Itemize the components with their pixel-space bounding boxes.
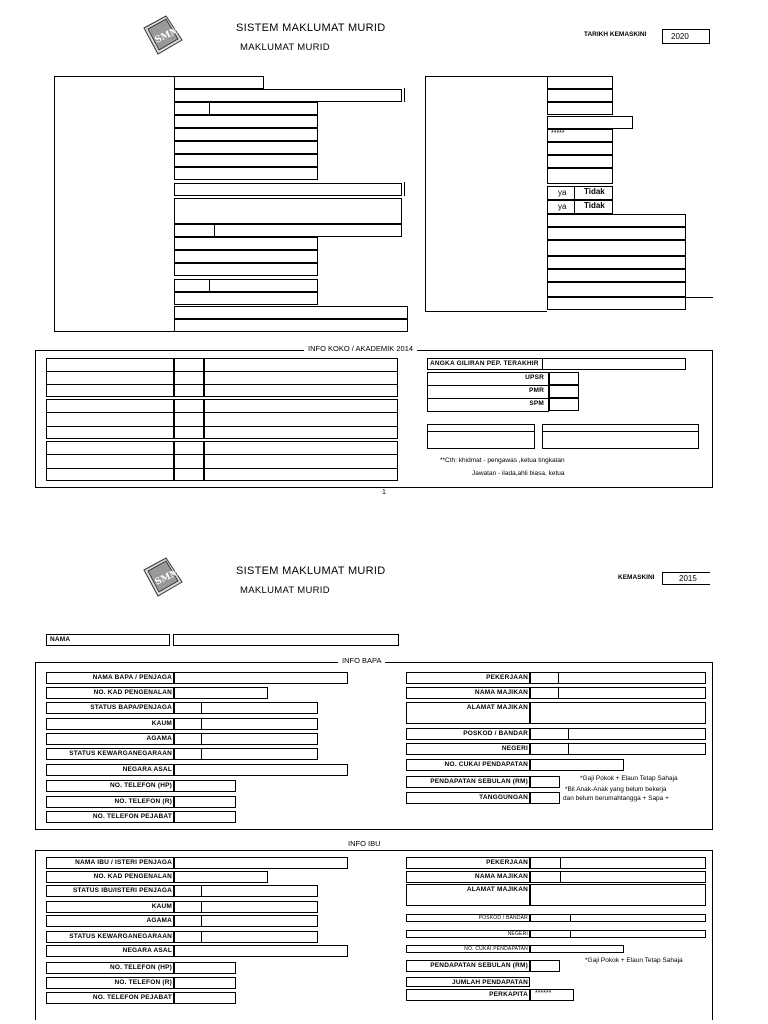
bapa-field-input[interactable] <box>530 702 706 724</box>
koko-label-group <box>46 358 174 397</box>
bapa-field-input[interactable] <box>174 687 268 699</box>
phone-field[interactable] <box>547 142 613 155</box>
ibu-field-input[interactable] <box>174 901 318 913</box>
bapa-field-label: NO. TELEFON (R) <box>114 798 172 805</box>
birth-cert-field[interactable] <box>547 89 613 102</box>
page-number: 1 <box>382 489 386 496</box>
extra-field-left[interactable] <box>427 424 535 449</box>
ibu-field-label: PERKAPITA <box>489 991 528 998</box>
angka-giliran-label: ANGKA GILIRAN PEP. TERAKHIR <box>430 360 539 367</box>
bapa-field-input[interactable] <box>174 718 318 730</box>
exam-label: PMR <box>528 387 544 394</box>
school-logo <box>140 14 184 58</box>
page-title: SISTEM MAKLUMAT MURID <box>236 22 386 34</box>
page-subtitle-2: MAKLUMAT MURID <box>240 585 330 596</box>
page-subtitle: MAKLUMAT MURID <box>240 42 330 53</box>
class-level-field[interactable] <box>174 102 318 115</box>
school-entry-field[interactable] <box>547 76 613 89</box>
ibu-note: *Gaji Pokok + Elaun Tetap Sahaja <box>585 957 683 964</box>
ibu-field-label: NO. TELEFON (R) <box>114 979 172 986</box>
ibu-field-input[interactable] <box>174 962 236 974</box>
school-logo-2 <box>140 556 184 600</box>
bapa-field-label: STATUS BAPA/PENJAGA <box>90 704 172 711</box>
ic-number-field[interactable] <box>174 76 264 89</box>
updated-label: TARIKH KEMASKINI <box>584 31 647 38</box>
ibu-field-label: NO. TELEFON PEJABAT <box>92 994 172 1001</box>
bapa-field-label: NO. CUKAI PENDAPATAN <box>444 761 528 768</box>
exam-label: SPM <box>529 400 544 407</box>
bapa-note-2: *Bil Anak-Anak yang belum bekerja <box>565 786 667 793</box>
updated-label-2: KEMASKINI <box>618 574 655 581</box>
citizenship-field[interactable] <box>174 167 318 180</box>
perkapita-field[interactable]: ****** <box>530 989 574 1001</box>
bapa-field-input[interactable] <box>174 748 318 760</box>
bapa-field-label: NAMA BAPA / PENJAGA <box>92 674 172 681</box>
ibu-field-label: NAMA IBU / ISTERI PENJAGA <box>75 859 172 866</box>
koko-label-group <box>46 399 174 439</box>
ibu-field-input[interactable] <box>174 885 318 897</box>
race-field[interactable] <box>174 141 318 154</box>
koko-note-2: Jawatan - ilada,ahli biasa, ketua <box>472 470 565 477</box>
ibu-field-label: KAUM <box>151 903 172 910</box>
ibu-field-label: POSKOD / BANDAR <box>478 915 528 921</box>
ibu-field-input[interactable] <box>530 857 706 869</box>
gender-field[interactable] <box>174 128 318 141</box>
ibu-field-label: NO. CUKAI PENDAPATAN <box>464 946 528 952</box>
ibu-field-label: NAMA MAJIKAN <box>474 873 528 880</box>
ibu-section-title: INFO IBU <box>344 839 385 848</box>
address-field[interactable] <box>174 198 402 224</box>
blood-type-field[interactable] <box>547 269 686 282</box>
koko-code-field[interactable] <box>174 441 204 481</box>
bapa-section-title: INFO BAPA <box>338 656 385 665</box>
koko-value-field[interactable] <box>204 399 398 439</box>
exam-value-field[interactable] <box>549 398 579 411</box>
bapa-field-input[interactable] <box>174 796 236 808</box>
ibu-field-label: PEKERJAAN <box>486 859 528 866</box>
bapa-note-1: *Gaji Pokok + Elaun Tetap Sahaja <box>580 775 678 782</box>
ibu-field-input[interactable] <box>174 915 318 927</box>
koko-section-title: INFO KOKO / AKADEMIK 2014 <box>304 344 417 353</box>
koko-value-field[interactable] <box>204 441 398 481</box>
ibu-field-input[interactable] <box>530 871 706 883</box>
bapa-field-label: PENDAPATAN SEBULAN (RM) <box>430 778 528 785</box>
updated-field-2[interactable]: 2015 <box>662 572 710 585</box>
extra-field-right[interactable] <box>542 424 699 449</box>
ibu-field-input[interactable] <box>530 945 624 953</box>
name-field[interactable] <box>174 89 402 102</box>
relationship-field[interactable] <box>174 263 318 276</box>
bapa-field-label: KAUM <box>151 720 172 727</box>
ibu-field-input[interactable] <box>530 914 706 922</box>
ibu-field-label: AGAMA <box>146 917 172 924</box>
murid-oku-field[interactable]: ***** <box>547 129 613 142</box>
bapa-field-input[interactable] <box>530 672 706 684</box>
ibu-field-input[interactable] <box>174 857 348 869</box>
bapa-field-input[interactable] <box>174 702 318 714</box>
hobby-field[interactable] <box>547 282 686 297</box>
koko-code-field[interactable] <box>174 399 204 439</box>
koko-note-1: **Cth: khidmat - pengawas ,ketua tingkatan <box>440 457 565 464</box>
bapa-field-label: STATUS KEWARGANEGARAAN <box>69 750 172 757</box>
bapa-field-label: NEGERI <box>501 745 528 752</box>
ambition-field[interactable] <box>547 297 686 310</box>
ibu-field-input[interactable] <box>174 945 348 957</box>
svg-text:SMM: SMM <box>153 25 182 46</box>
bapa-field-label: NO. TELEFON (HP) <box>109 782 172 789</box>
bapa-field-input[interactable] <box>530 792 560 804</box>
ibu-field-label: JUMLAH PENDAPATAN <box>452 979 528 986</box>
koko-label-group <box>46 441 174 481</box>
updated-field[interactable]: 2020 <box>662 29 710 44</box>
ibu-field-label: STATUS IBU/ISTERI PENJAGA <box>72 887 172 894</box>
bapa-note-3: dan belum berumahtangga + Sapa + <box>563 795 669 802</box>
ibu-field-input[interactable] <box>530 960 560 972</box>
exam-label: UPSR <box>525 374 544 381</box>
svg-text:SMM: SMM <box>153 567 182 588</box>
bapa-field-label: NO. KAD PENGENALAN <box>93 689 172 696</box>
ibu-field-input[interactable] <box>174 871 268 883</box>
birth-date-field[interactable] <box>547 102 613 115</box>
hostel-name-field[interactable] <box>174 306 408 319</box>
oku-category-field[interactable] <box>547 227 686 240</box>
hostel-address-field[interactable] <box>174 319 408 332</box>
bapa-field-label: ALAMAT MAJIKAN <box>466 704 528 711</box>
ibu-field-label: NEGARA ASAL <box>122 947 172 954</box>
bapa-field-label: PEKERJAAN <box>486 674 528 681</box>
transport-field[interactable] <box>547 256 686 269</box>
ibu-field-label: ALAMAT MAJIKAN <box>466 886 528 893</box>
bapa-field-input[interactable] <box>174 672 348 684</box>
bapa-field-input[interactable] <box>174 764 348 776</box>
bapa-field-label: NEGARA ASAL <box>122 766 172 773</box>
student-name-field[interactable] <box>173 634 399 646</box>
ibu-field-input[interactable] <box>174 977 236 989</box>
bapa-field-input[interactable] <box>530 743 706 755</box>
bapa-field-input[interactable] <box>530 759 624 771</box>
bapa-field-input[interactable] <box>174 780 236 792</box>
bapa-field-label: TANGGUNGAN <box>479 794 528 801</box>
student-form-left-frame <box>54 76 174 332</box>
state-field[interactable] <box>174 237 318 250</box>
ibu-field-label: NEGERI <box>507 931 528 937</box>
ibu-field-label: STATUS KEWARGANEGARAAN <box>69 933 172 940</box>
bapa-field-input[interactable] <box>174 733 318 745</box>
page-title-2: SISTEM MAKLUMAT MURID <box>236 565 386 577</box>
ibu-field-input[interactable] <box>174 992 236 1004</box>
country-field[interactable] <box>174 183 402 196</box>
guardian-status-field[interactable] <box>174 250 318 263</box>
oku-card-field[interactable] <box>547 214 686 227</box>
mobile-field[interactable] <box>547 155 613 168</box>
ibu-field-label: NO. KAD PENGENALAN <box>93 873 172 880</box>
postcode-field[interactable] <box>174 224 402 237</box>
bapa-field-input[interactable] <box>530 687 706 699</box>
class-name-field[interactable] <box>174 115 318 128</box>
ibu-field-label: NO. TELEFON (HP) <box>109 964 172 971</box>
bapa-field-label: POSKOD / BANDAR <box>463 730 528 737</box>
distance-field[interactable] <box>547 240 686 256</box>
nama-label-box: NAMA <box>46 634 170 646</box>
ibu-field-input[interactable] <box>174 931 318 943</box>
school-reg-field[interactable] <box>547 116 633 129</box>
bapa-field-label: NO. TELEFON PEJABAT <box>92 813 172 820</box>
ibu-field-label: PENDAPATAN SEBULAN (RM) <box>430 962 528 969</box>
bapa-field-input[interactable] <box>530 728 706 740</box>
bapa-field-label: AGAMA <box>146 735 172 742</box>
student-form-right-frame <box>425 76 547 312</box>
bapa-field-input[interactable] <box>174 811 236 823</box>
ibu-field-input[interactable] <box>530 930 706 938</box>
exam-value-field[interactable] <box>549 372 579 385</box>
religion-field[interactable] <box>174 154 318 167</box>
bapa-field-label: NAMA MAJIKAN <box>474 689 528 696</box>
koko-code-field[interactable] <box>174 358 204 397</box>
orphan-field[interactable]: ya Tidak <box>547 186 613 200</box>
koko-value-field[interactable] <box>204 358 398 397</box>
oku-field[interactable]: ya Tidak <box>547 200 613 214</box>
hostel-type-field[interactable] <box>174 292 318 305</box>
disease-field[interactable] <box>174 279 318 292</box>
ibu-field-input[interactable] <box>530 884 706 906</box>
bapa-field-input[interactable] <box>530 776 560 788</box>
child-order-field[interactable] <box>547 168 613 184</box>
exam-value-field[interactable] <box>549 385 579 398</box>
